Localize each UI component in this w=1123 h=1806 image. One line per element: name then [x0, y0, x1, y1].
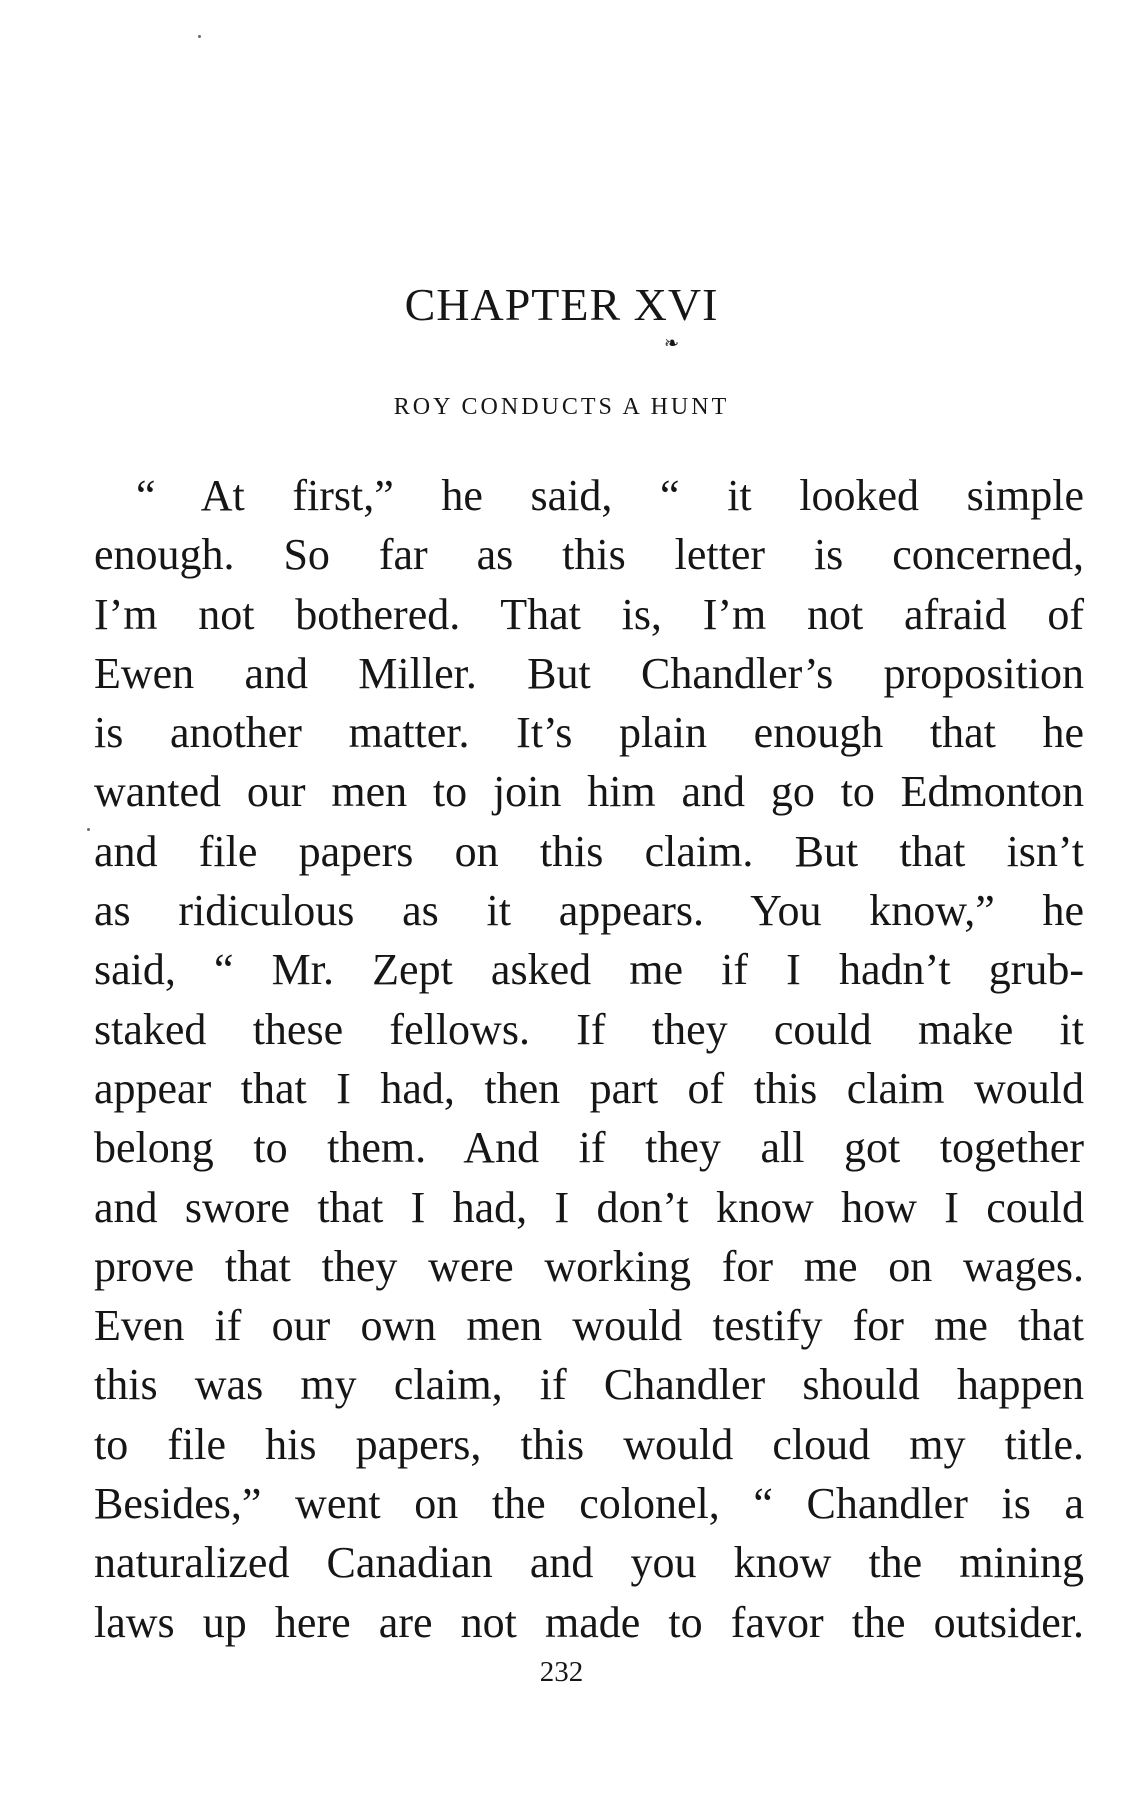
paper-speck	[198, 35, 201, 38]
body-line: I’m not bothered. That is, I’m not afraid of	[94, 589, 1084, 639]
body-line: prove that they were working for me on wages.	[94, 1241, 1084, 1291]
body-line: to file his papers, this would cloud my title.	[94, 1419, 1084, 1469]
chapter-title: CHAPTER XVI	[404, 279, 719, 330]
body-line: enough. So far as this letter is concerned,	[94, 530, 1084, 580]
body-line: naturalized Canadian and you know the mining	[94, 1538, 1084, 1588]
body-text	[94, 466, 1084, 1652]
paper-speck	[87, 828, 90, 831]
body-line: this was my claim, if Chandler should happen	[94, 1360, 1084, 1410]
body-line: Ewen and Miller. But Chandler’s proposition	[94, 648, 1084, 698]
body-line: laws up here are not made to favor the outsider.	[94, 1597, 1084, 1647]
body-line: and file papers on this claim. But that isn’t	[94, 826, 1084, 876]
page-number: 232	[539, 1656, 584, 1688]
body-line: is another matter. It’s plain enough that he	[94, 708, 1084, 758]
body-line: Even if our own men would testify for me that	[94, 1301, 1084, 1351]
body-line: belong to them. And if they all got together	[94, 1123, 1084, 1173]
body-line: said, “ Mr. Zept asked me if I hadn’t grub-	[94, 945, 1084, 995]
body-line: as ridiculous as it appears. You know,” he	[94, 886, 1084, 936]
body-line: wanted our men to join him and go to Edmonton	[94, 767, 1084, 817]
body-line: appear that I had, then part of this claim would	[94, 1063, 1084, 1113]
ornament-icon: ❧	[664, 333, 680, 353]
body-line: “ At first,” he said, “ it looked simple	[136, 471, 1084, 520]
body-line: and swore that I had, I don’t know how I could	[94, 1182, 1084, 1232]
chapter-subtitle: ROY CONDUCTS A HUNT	[393, 394, 730, 420]
body-line: staked these fellows. If they could make it	[94, 1004, 1084, 1054]
body-line: Besides,” went on the colonel, “ Chandler is a	[94, 1479, 1084, 1529]
